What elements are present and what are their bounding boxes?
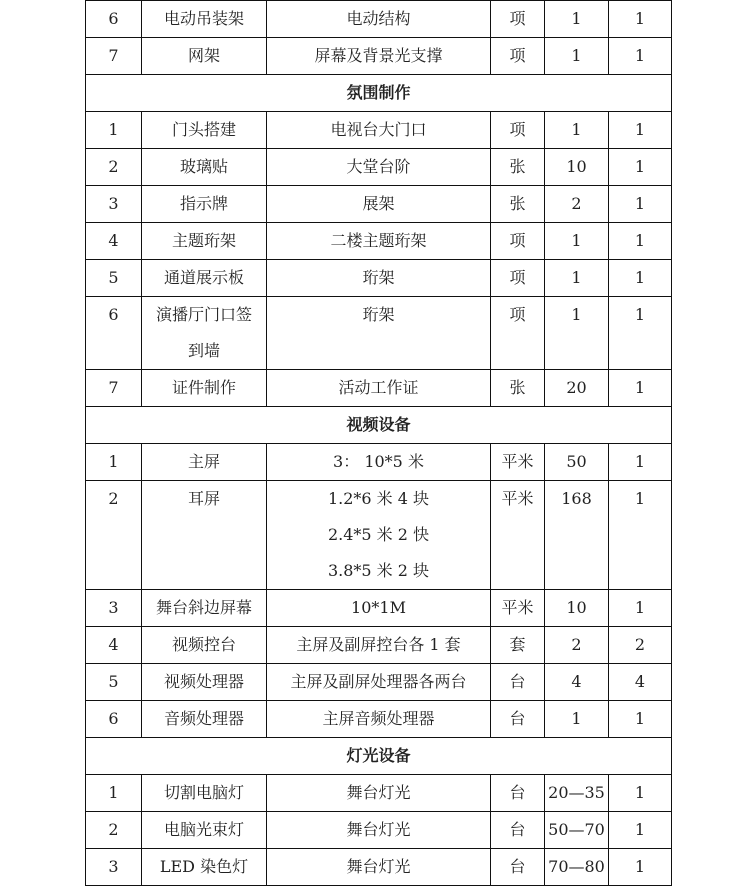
- quantity: [545, 812, 609, 849]
- item-name: [142, 38, 267, 75]
- count-text: 1: [634, 857, 646, 876]
- count-text: 1: [634, 157, 646, 176]
- item-name-line: 电脑光束灯: [163, 820, 244, 839]
- count-text: 1: [634, 9, 646, 28]
- count: [609, 775, 672, 812]
- table-row: [86, 186, 672, 223]
- row-number: [86, 38, 142, 75]
- item-name: [142, 481, 267, 590]
- item-description: [267, 701, 491, 738]
- unit-text: 项: [509, 9, 526, 28]
- item-description: [267, 297, 491, 370]
- row-number-text: 3: [108, 598, 119, 617]
- item-description-line: 10*1M: [351, 598, 406, 617]
- unit-text: 平米: [501, 489, 534, 508]
- item-description-line: 3： 10*5 米: [333, 452, 424, 471]
- item-name: [142, 1, 267, 38]
- item-name-line: 网架: [187, 46, 220, 65]
- item-name: [142, 370, 267, 407]
- unit-text: 张: [509, 157, 526, 176]
- item-description: [267, 149, 491, 186]
- unit-text: 台: [509, 857, 526, 876]
- row-number-text: 6: [108, 305, 119, 324]
- item-name-line: 证件制作: [171, 378, 236, 397]
- quantity-text: 50: [566, 452, 587, 471]
- quantity-text: 70—80: [548, 857, 605, 876]
- count-text: 1: [634, 120, 646, 139]
- table-row: [86, 223, 672, 260]
- item-name-line: 音频处理器: [163, 709, 244, 728]
- row-number: [86, 1, 142, 38]
- item-description: [267, 812, 491, 849]
- item-description: [267, 38, 491, 75]
- section-title: 氛围制作: [86, 75, 672, 112]
- count-text: 1: [634, 378, 646, 397]
- item-description-line: 主屏及副屏处理器各两台: [290, 672, 467, 691]
- unit-text: 项: [509, 268, 526, 287]
- quantity: [545, 1, 609, 38]
- item-description: [267, 627, 491, 664]
- quantity: [545, 297, 609, 370]
- item-description-line: 主屏及副屏控台各 1 套: [296, 635, 461, 654]
- item-name-line: 耳屏: [187, 489, 220, 508]
- row-number-text: 5: [108, 672, 119, 691]
- item-name-line: 玻璃贴: [179, 157, 228, 176]
- count-text: 1: [634, 194, 646, 213]
- table-row: [86, 370, 672, 407]
- count: [609, 664, 672, 701]
- table-row: [86, 112, 672, 149]
- item-description-line: 珩架: [362, 305, 395, 324]
- item-name-line: 切割电脑灯: [163, 783, 244, 802]
- item-name-line: 主题珩架: [171, 231, 236, 250]
- item-description: [267, 1, 491, 38]
- item-description-line: 展架: [362, 194, 395, 213]
- unit-text: 平米: [501, 452, 534, 471]
- item-name: [142, 149, 267, 186]
- unit: [491, 297, 545, 370]
- row-number: [86, 186, 142, 223]
- row-number-text: 7: [108, 378, 119, 397]
- item-description-line: 舞台灯光: [346, 857, 411, 876]
- item-description: [267, 481, 491, 590]
- quantity: [545, 38, 609, 75]
- count-text: 2: [634, 635, 646, 654]
- unit: [491, 775, 545, 812]
- item-description: [267, 370, 491, 407]
- count-text: 1: [634, 598, 646, 617]
- quantity: [545, 849, 609, 886]
- row-number-text: 3: [108, 194, 119, 213]
- row-number: [86, 664, 142, 701]
- item-name: [142, 701, 267, 738]
- count: [609, 1, 672, 38]
- table-row: [86, 590, 672, 627]
- row-number-text: 4: [108, 635, 119, 654]
- table-row: [86, 775, 672, 812]
- unit: [491, 112, 545, 149]
- unit-text: 项: [509, 231, 526, 250]
- item-description-line: 二楼主题珩架: [330, 231, 427, 250]
- unit: [491, 590, 545, 627]
- unit: [491, 38, 545, 75]
- item-description-line: 舞台灯光: [346, 783, 411, 802]
- item-description: [267, 444, 491, 481]
- count: [609, 444, 672, 481]
- count: [609, 590, 672, 627]
- item-description-line: 电视台大门口: [330, 120, 427, 139]
- unit-text: 平米: [501, 598, 534, 617]
- quantity: [545, 775, 609, 812]
- unit: [491, 701, 545, 738]
- item-name-line: 门头搭建: [171, 120, 236, 139]
- row-number-text: 6: [108, 709, 119, 728]
- item-description-line: 3.8*5 米 2 块: [327, 561, 430, 580]
- table-row: [86, 297, 672, 370]
- quantity: [545, 444, 609, 481]
- count-text: 4: [634, 672, 646, 691]
- table-row: [86, 481, 672, 590]
- table-row: [86, 701, 672, 738]
- quantity-text: 1: [571, 231, 582, 250]
- row-number: [86, 112, 142, 149]
- unit: [491, 149, 545, 186]
- count-text: 1: [634, 46, 646, 65]
- unit: [491, 186, 545, 223]
- item-name: [142, 627, 267, 664]
- table-row: [86, 849, 672, 886]
- item-description: [267, 775, 491, 812]
- table-row: [86, 664, 672, 701]
- item-description-line: 舞台灯光: [346, 820, 411, 839]
- count-text: 1: [634, 231, 646, 250]
- item-name: [142, 812, 267, 849]
- count-text: 1: [634, 709, 646, 728]
- item-description: [267, 849, 491, 886]
- table-row: [86, 444, 672, 481]
- item-description-line: 2.4*5 米 2 快: [327, 525, 430, 544]
- row-number-text: 1: [108, 783, 119, 802]
- section-title: 灯光设备: [86, 738, 672, 775]
- item-description: [267, 590, 491, 627]
- section-header-row: [86, 75, 672, 112]
- item-name: [142, 444, 267, 481]
- row-number: [86, 481, 142, 590]
- quantity: [545, 186, 609, 223]
- unit: [491, 664, 545, 701]
- quantity-text: 1: [571, 268, 582, 287]
- quantity: [545, 260, 609, 297]
- row-number: [86, 297, 142, 370]
- row-number: [86, 260, 142, 297]
- unit-text: 项: [509, 305, 526, 324]
- table-row: [86, 260, 672, 297]
- quantity: [545, 701, 609, 738]
- equipment-table: [85, 0, 672, 886]
- item-description-line: 珩架: [362, 268, 395, 287]
- unit-text: 台: [509, 783, 526, 802]
- quantity: [545, 112, 609, 149]
- unit-text: 台: [509, 820, 526, 839]
- count-text: 1: [634, 305, 646, 324]
- quantity-text: 1: [571, 9, 582, 28]
- unit: [491, 260, 545, 297]
- count-text: 1: [634, 783, 646, 802]
- unit: [491, 370, 545, 407]
- unit-text: 项: [509, 120, 526, 139]
- count: [609, 701, 672, 738]
- item-name-line: 舞台斜边屏幕: [155, 598, 252, 617]
- table-row: [86, 1, 672, 38]
- item-description-line: 大堂台阶: [346, 157, 411, 176]
- row-number: [86, 812, 142, 849]
- row-number: [86, 370, 142, 407]
- item-name: [142, 849, 267, 886]
- item-description: [267, 186, 491, 223]
- item-name-line: LED 染色灯: [159, 857, 249, 876]
- item-name: [142, 223, 267, 260]
- item-description-line: 屏幕及背景光支撑: [314, 46, 443, 65]
- row-number-text: 5: [108, 268, 119, 287]
- quantity-text: 20—35: [548, 783, 605, 802]
- quantity: [545, 664, 609, 701]
- item-name-line: 指示牌: [179, 194, 228, 213]
- item-name-line: 电动吊装架: [163, 9, 244, 28]
- unit: [491, 1, 545, 38]
- count: [609, 112, 672, 149]
- quantity: [545, 627, 609, 664]
- unit: [491, 812, 545, 849]
- section-title: 视频设备: [86, 407, 672, 444]
- item-name: [142, 775, 267, 812]
- unit: [491, 444, 545, 481]
- count: [609, 812, 672, 849]
- quantity-text: 1: [571, 46, 582, 65]
- item-name: [142, 664, 267, 701]
- item-name-line: 演播厅门口签: [155, 305, 252, 324]
- count-text: 1: [634, 820, 646, 839]
- item-description-line: 电动结构: [346, 9, 411, 28]
- quantity-text: 20: [566, 378, 587, 397]
- section-header-row: [86, 407, 672, 444]
- quantity-text: 168: [561, 489, 592, 508]
- row-number-text: 2: [108, 489, 119, 508]
- item-name: [142, 186, 267, 223]
- quantity: [545, 149, 609, 186]
- unit-text: 套: [509, 635, 526, 654]
- item-name-line: 主屏: [187, 452, 220, 471]
- row-number-text: 4: [108, 231, 119, 250]
- quantity: [545, 481, 609, 590]
- quantity-text: 2: [571, 635, 582, 654]
- row-number: [86, 223, 142, 260]
- quantity-text: 10: [566, 598, 587, 617]
- row-number: [86, 849, 142, 886]
- unit-text: 台: [509, 672, 526, 691]
- item-description-line: 活动工作证: [338, 378, 419, 397]
- table-row: [86, 38, 672, 75]
- count: [609, 186, 672, 223]
- item-name: [142, 297, 267, 370]
- section-header-row: [86, 738, 672, 775]
- item-name-line: 视频控台: [171, 635, 236, 654]
- row-number: [86, 149, 142, 186]
- count: [609, 260, 672, 297]
- row-number: [86, 590, 142, 627]
- row-number: [86, 775, 142, 812]
- quantity-text: 50—70: [548, 820, 605, 839]
- quantity: [545, 590, 609, 627]
- item-name-line: 通道展示板: [163, 268, 244, 287]
- count: [609, 38, 672, 75]
- item-description: [267, 112, 491, 149]
- row-number-text: 2: [108, 157, 119, 176]
- item-description: [267, 664, 491, 701]
- count: [609, 481, 672, 590]
- table-row: [86, 627, 672, 664]
- row-number: [86, 444, 142, 481]
- unit: [491, 627, 545, 664]
- item-name: [142, 112, 267, 149]
- row-number-text: 1: [108, 452, 119, 471]
- item-description-line: 1.2*6 米 4 块: [327, 489, 430, 508]
- equipment-table-body: [86, 1, 672, 886]
- count: [609, 627, 672, 664]
- count: [609, 849, 672, 886]
- item-name-line: 视频处理器: [163, 672, 244, 691]
- quantity-text: 10: [566, 157, 587, 176]
- unit: [491, 849, 545, 886]
- item-name-line: 到墙: [187, 341, 220, 360]
- item-name: [142, 590, 267, 627]
- quantity-text: 1: [571, 305, 582, 324]
- quantity-text: 4: [571, 672, 582, 691]
- row-number-text: 3: [108, 857, 119, 876]
- quantity-text: 1: [571, 120, 582, 139]
- unit: [491, 481, 545, 590]
- count: [609, 370, 672, 407]
- count-text: 1: [634, 268, 646, 287]
- quantity: [545, 223, 609, 260]
- item-name: [142, 260, 267, 297]
- unit-text: 张: [509, 194, 526, 213]
- count: [609, 149, 672, 186]
- count: [609, 297, 672, 370]
- quantity-text: 2: [571, 194, 582, 213]
- count-text: 1: [634, 452, 646, 471]
- quantity: [545, 370, 609, 407]
- count-text: 1: [634, 489, 646, 508]
- unit: [491, 223, 545, 260]
- row-number: [86, 627, 142, 664]
- table-row: [86, 149, 672, 186]
- item-description-line: 主屏音频处理器: [322, 709, 435, 728]
- item-description: [267, 223, 491, 260]
- table-row: [86, 812, 672, 849]
- row-number: [86, 701, 142, 738]
- unit-text: 张: [509, 378, 526, 397]
- item-description: [267, 260, 491, 297]
- count: [609, 223, 672, 260]
- unit-text: 项: [509, 46, 526, 65]
- row-number-text: 7: [108, 46, 119, 65]
- row-number-text: 1: [108, 120, 119, 139]
- row-number-text: 2: [108, 820, 119, 839]
- row-number-text: 6: [108, 9, 119, 28]
- quantity-text: 1: [571, 709, 582, 728]
- unit-text: 台: [509, 709, 526, 728]
